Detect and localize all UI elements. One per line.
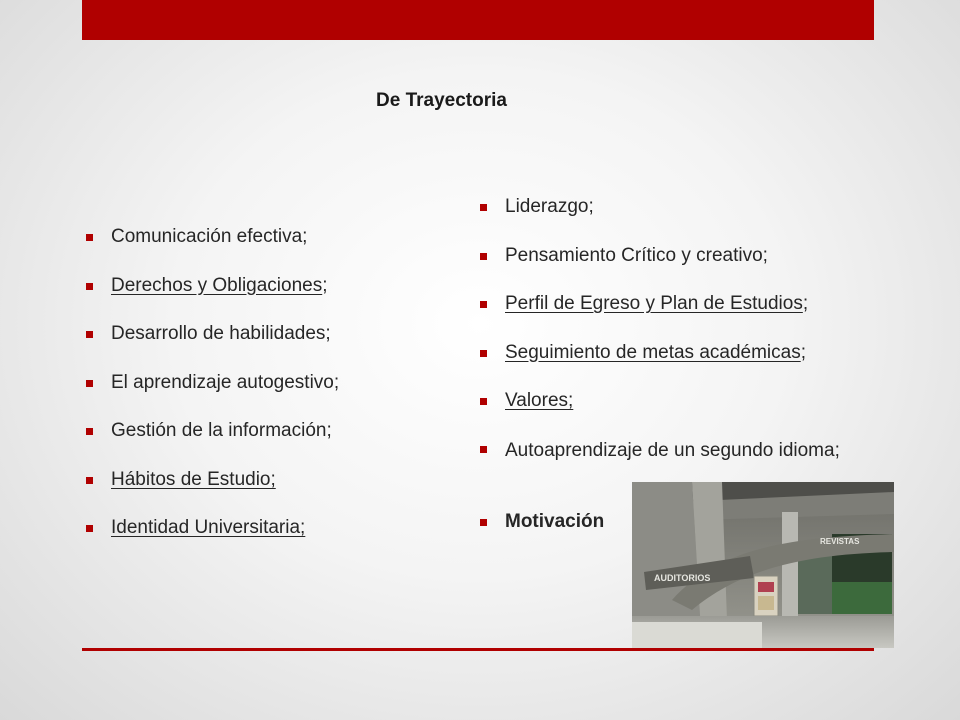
square-bullet-icon <box>86 428 93 435</box>
hyperlink-perfil[interactable]: Perfil de Egreso y Plan de Estudios <box>505 293 803 314</box>
list-item-text: Desarrollo de habilidades <box>111 323 326 344</box>
list-item-text: Pensamiento Crítico y creativo <box>505 244 763 266</box>
slide-title: De Trayectoria <box>376 90 507 111</box>
list-item: Gestión de la información; <box>86 420 426 469</box>
list-item-text: Gestión de la información <box>111 420 327 441</box>
square-bullet-icon <box>86 525 93 532</box>
list-item: El aprendizaje autogestivo; <box>86 372 426 421</box>
list-item-text: El aprendizaje autogestivo <box>111 371 334 393</box>
left-bullet-list <box>86 226 426 566</box>
library-photo <box>632 482 894 648</box>
hyperlink-seguimiento[interactable]: Seguimiento de metas académicas <box>505 341 801 363</box>
bottom-accent-line <box>82 648 874 651</box>
list-item: Autoaprendizaje de un segundo idioma; <box>480 427 900 523</box>
list-item[interactable] <box>86 517 426 566</box>
square-bullet-icon <box>480 350 487 357</box>
square-bullet-icon <box>480 446 487 453</box>
list-item-text: Motivación <box>505 510 605 532</box>
list-item-text: Liderazgo <box>505 196 589 217</box>
list-item-text: Autoaprendizaje de un segundo idioma <box>505 439 835 461</box>
square-bullet-icon <box>86 477 93 484</box>
sign-auditorios: AUDITORIOS <box>654 573 711 583</box>
list-item: Desarrollo de habilidades; <box>86 323 426 372</box>
list-item: Comunicación efectiva; <box>86 226 426 275</box>
square-bullet-icon <box>480 301 487 308</box>
hyperlink-identidad[interactable]: Identidad Universitaria; <box>111 517 306 538</box>
list-item[interactable]: Perfil de Egreso y Plan de Estudios; <box>480 293 900 342</box>
square-bullet-icon <box>86 234 93 241</box>
sign-revistas: REVISTAS <box>820 537 860 546</box>
top-accent-bar <box>82 0 874 40</box>
list-item: Pensamiento Crítico y creativo; <box>480 245 900 294</box>
list-item-text: Comunicación efectiva <box>111 226 303 247</box>
list-item[interactable]: Seguimiento de metas académicas; <box>480 342 900 391</box>
list-item: Liderazgo; <box>480 196 900 245</box>
square-bullet-icon <box>480 398 487 405</box>
square-bullet-icon <box>86 380 93 387</box>
square-bullet-icon <box>480 519 487 526</box>
hyperlink-derechos[interactable]: Derechos y Obligaciones <box>111 274 323 296</box>
square-bullet-icon <box>86 331 93 338</box>
list-item[interactable]: Derechos y Obligaciones; <box>86 275 426 324</box>
square-bullet-icon <box>480 204 487 211</box>
hyperlink-habitos[interactable]: Hábitos de Estudio; <box>111 468 276 490</box>
hyperlink-valores[interactable]: Valores; <box>505 390 574 411</box>
square-bullet-icon <box>480 253 487 260</box>
list-item[interactable] <box>86 469 426 518</box>
square-bullet-icon <box>86 283 93 290</box>
